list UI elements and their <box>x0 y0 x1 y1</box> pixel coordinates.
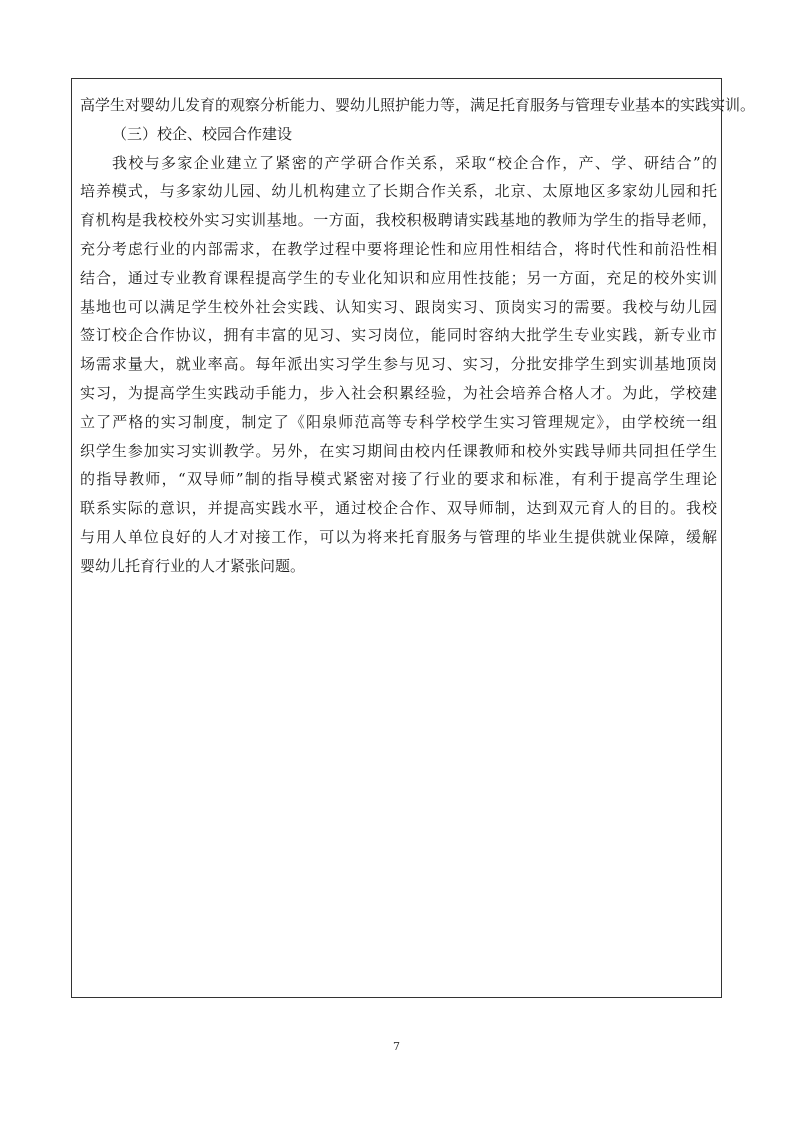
paragraph-line: 织学生参加实习实训教学。另外，在实习期间由校内任课教师和校外实践导师共同担任学生 <box>80 441 717 460</box>
paragraph-line: 立了严格的实习制度，制定了《阳泉师范高等专科学校学生实习管理规定》，由学校统一组 <box>80 412 717 431</box>
paragraph-line: 的指导教师，“双导师”制的指导模式紧密对接了行业的要求和标准，有利于提高学生理论 <box>80 470 717 489</box>
paragraph-line: 培养模式，与多家幼儿园、幼儿机构建立了长期合作关系，北京、太原地区多家幼儿园和托 <box>80 182 717 201</box>
paragraph-line: 与用人单位良好的人才对接工作，可以为将来托育服务与管理的毕业生提供就业保障，缓解 <box>80 527 717 546</box>
paragraph-line: 育机构是我校校外实习实训基地。一方面，我校积极聘请实践基地的教师为学生的指导老师， <box>80 211 717 230</box>
paragraph <box>80 149 717 581</box>
paragraph-line: 签订校企合作协议，拥有丰富的见习、实习岗位，能同时容纳大批学生专业实践，新专业市 <box>80 326 717 345</box>
paragraph-line: 充分考虑行业的内部需求，在教学过程中要将理论性和应用性相结合，将时代性和前沿性相 <box>80 239 717 258</box>
paragraph-line: 婴幼儿托育行业的人才紧张问题。 <box>80 556 306 575</box>
paragraph-line: 我校与多家企业建立了紧密的产学研合作关系，采取“校企合作，产、学、研结合”的 <box>112 153 717 172</box>
paragraph-line: 场需求量大，就业率高。每年派出实习学生参与见习、实习，分批安排学生到实训基地顶岗 <box>80 355 717 374</box>
table-cell-frame <box>71 78 756 998</box>
continued-text-line: 高学生对婴幼儿发育的观察分析能力、婴幼儿照护能力等，满足托育服务与管理专业基本的实践实训。 <box>80 96 756 114</box>
page-number: 7 <box>393 1040 400 1053</box>
paragraph-line: 基地也可以满足学生校外社会实践、认知实习、跟岗实习、顶岗实习的需要。我校与幼儿园 <box>80 297 717 316</box>
document-body <box>80 91 756 581</box>
section-heading: （三）校企、校园合作建设 <box>112 124 293 143</box>
paragraph-line: 结合，通过专业教育课程提高学生的专业化知识和应用性技能；另一方面，充足的校外实训 <box>80 268 717 287</box>
paragraph-line: 联系实际的意识，并提高实践水平，通过校企合作、双导师制，达到双元育人的目的。我校 <box>80 499 717 518</box>
paragraph-line: 实习，为提高学生实践动手能力，步入社会积累经验，为社会培养合格人才。为此，学校建 <box>80 383 717 402</box>
